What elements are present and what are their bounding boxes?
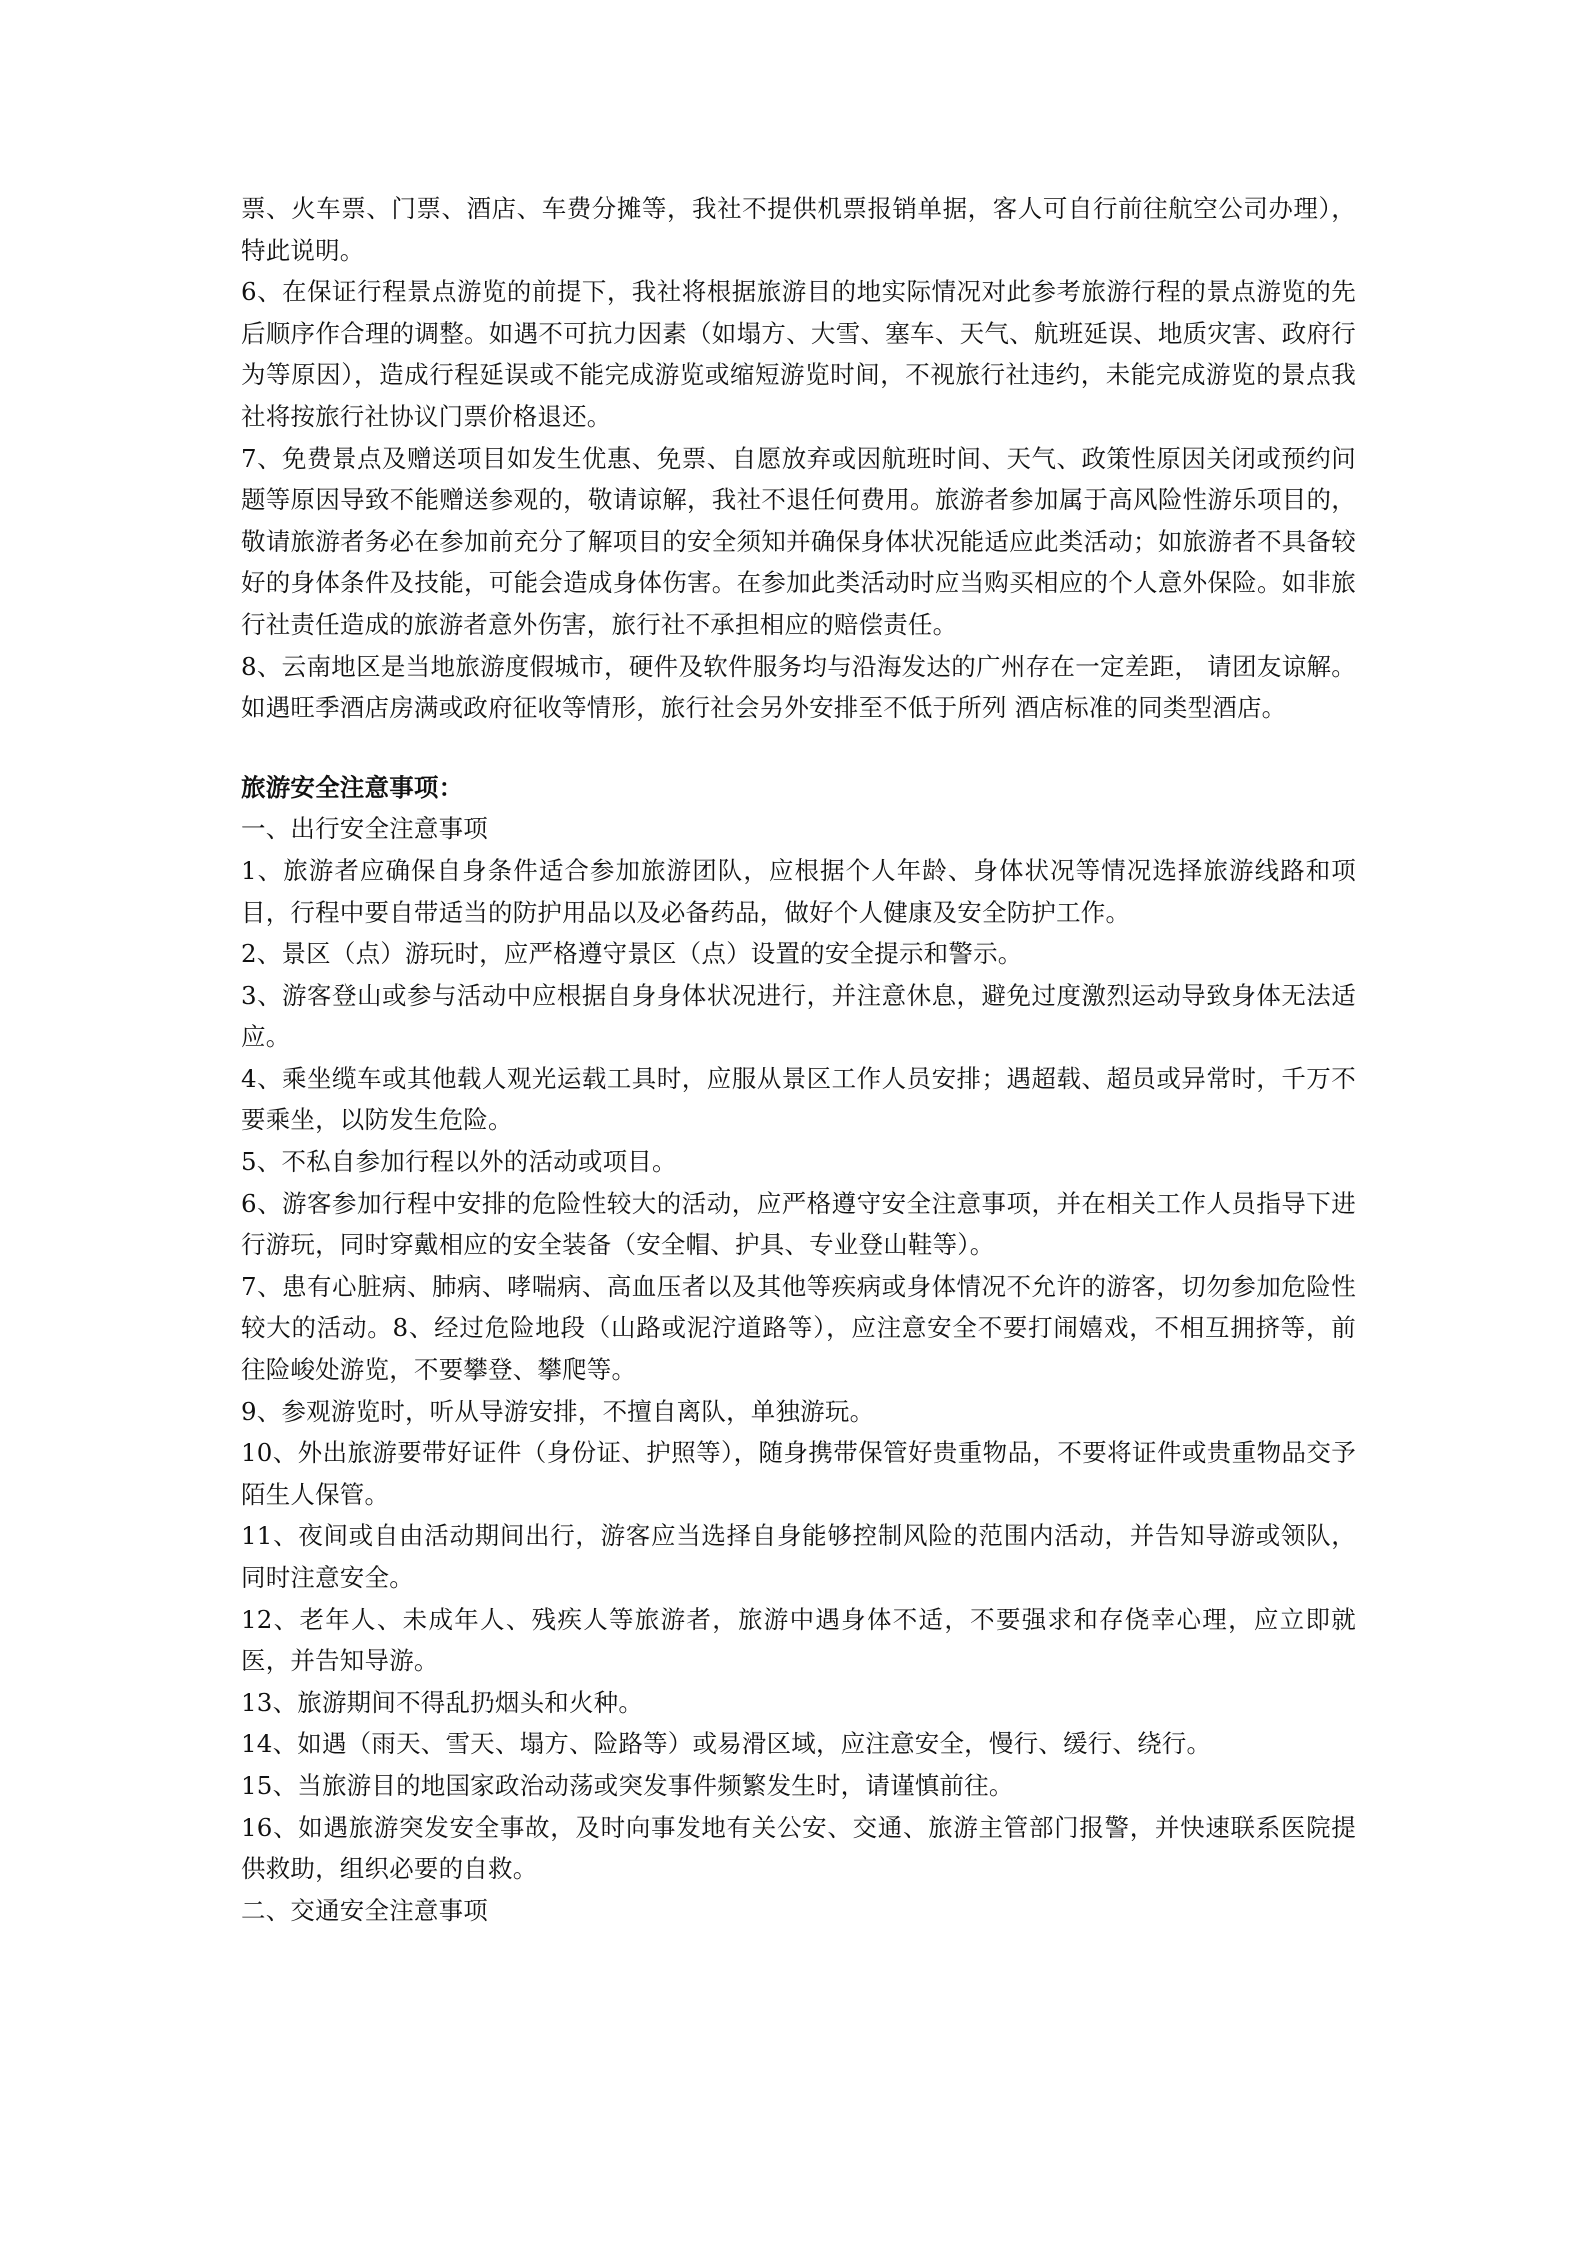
traffic-safety-subheading: 二、交通安全注意事项 bbox=[241, 1895, 488, 1925]
safety-item: 4、乘坐缆车或其他载人观光运载工具时，应服从景区工作人员安排；遇超载、超员或异常时，千万不要乘坐，以防发生危险。 bbox=[241, 1063, 1356, 1135]
safety-item: 15、当旅游目的地国家政治动荡或突发事件频繁发生时，请谨慎前往。 bbox=[241, 1770, 1014, 1800]
safety-item: 5、不私自参加行程以外的活动或项目。 bbox=[241, 1147, 677, 1177]
terms-continuation-paragraph: 票、火车票、门票、酒店、车费分摊等，我社不提供机票报销单据，客人可自行前往航空公司办理），特此说明。 bbox=[241, 194, 1356, 265]
safety-section-heading: 旅游安全注意事项： bbox=[241, 772, 464, 802]
terms-item-8: 8、云南地区是当地旅游度假城市，硬件及软件服务均与沿海发达的广州存在一定差距， 请团友谅解。如遇旺季酒店房满或政府征收等情形，旅行社会另外安排至不低于所列 酒店标准的同类型酒店。 bbox=[241, 651, 1356, 723]
document-page bbox=[241, 188, 1356, 1931]
safety-item: 9、参观游览时，听从导游安排，不擅自离队，单独游玩。 bbox=[241, 1396, 875, 1426]
safety-item: 2、景区（点）游玩时，应严格遵守景区（点）设置的安全提示和警示。 bbox=[241, 939, 1023, 969]
safety-item: 10、外出旅游要带好证件（身份证、护照等），随身携带保管好贵重物品，不要将证件或贵重物品交予陌生人保管。 bbox=[241, 1438, 1356, 1509]
travel-safety-subheading: 一、出行安全注意事项 bbox=[241, 814, 488, 844]
safety-item: 6、游客参加行程中安排的危险性较大的活动，应严格遵守安全注意事项，并在相关工作人员指导下进行游玩，同时穿戴相应的安全装备（安全帽、护具、专业登山鞋等）。 bbox=[241, 1188, 1356, 1260]
safety-item: 16、如遇旅游突发安全事故，及时向事发地有关公安、交通、旅游主管部门报警，并快速联系医院提供救助，组织必要的自救。 bbox=[241, 1812, 1356, 1884]
safety-item: 1、旅游者应确保自身条件适合参加旅游团队，应根据个人年龄、身体状况等情况选择旅游线路和项目，行程中要自带适当的防护用品以及必备药品，做好个人健康及安全防护工作。 bbox=[241, 855, 1356, 927]
safety-item: 12、老年人、未成年人、残疾人等旅游者，旅游中遇身体不适，不要强求和存侥幸心理，应立即就医，并告知导游。 bbox=[241, 1604, 1356, 1676]
safety-item: 14、如遇（雨天、雪天、塌方、险路等）或易滑区域，应注意安全，慢行、缓行、绕行。 bbox=[241, 1729, 1212, 1759]
safety-item: 13、旅游期间不得乱扔烟头和火种。 bbox=[241, 1687, 644, 1717]
terms-item-6: 6、在保证行程景点游览的前提下，我社将根据旅游目的地实际情况对此参考旅游行程的景点游览的先后顺序作合理的调整。如遇不可抗力因素（如塌方、大雪、塞车、天气、航班延误、地质灾害、政府行为等原因），造成行程延误或不能完成游览或缩短游览时间，不视旅行社违约，未能完成游览的景点我社将按旅行社协议门票价格退还。 bbox=[241, 277, 1356, 431]
safety-item: 7、患有心脏病、肺病、哮喘病、高血压者以及其他等疾病或身体情况不允许的游客，切勿参加危险性较大的活动。8、经过危险地段（山路或泥泞道路等），应注意安全不要打闹嬉戏，不相互拥挤等，前往险峻处游览，不要攀登、攀爬等。 bbox=[241, 1271, 1356, 1385]
section-spacer bbox=[241, 729, 1356, 767]
safety-item: 3、游客登山或参与活动中应根据自身身体状况进行，并注意休息，避免过度激烈运动导致身体无法适应。 bbox=[241, 980, 1356, 1052]
terms-item-7: 7、免费景点及赠送项目如发生优惠、免票、自愿放弃或因航班时间、天气、政策性原因关闭或预约问题等原因导致不能赠送参观的，敬请谅解，我社不退任何费用。旅游者参加属于高风险性游乐项目的，敬请旅游者务必在参加前充分了解项目的安全须知并确保身体状况能适应此类活动；如旅游者不具备较好的身体条件及技能，可能会造成身体伤害。在参加此类活动时应当购买相应的个人意外保险。如非旅行社责任造成的旅游者意外伤害，旅行社不承担相应的赔偿责任。 bbox=[241, 443, 1356, 639]
safety-item: 11、夜间或自由活动期间出行，游客应当选择自身能够控制风险的范围内活动，并告知导游或领队，同时注意安全。 bbox=[241, 1521, 1356, 1592]
